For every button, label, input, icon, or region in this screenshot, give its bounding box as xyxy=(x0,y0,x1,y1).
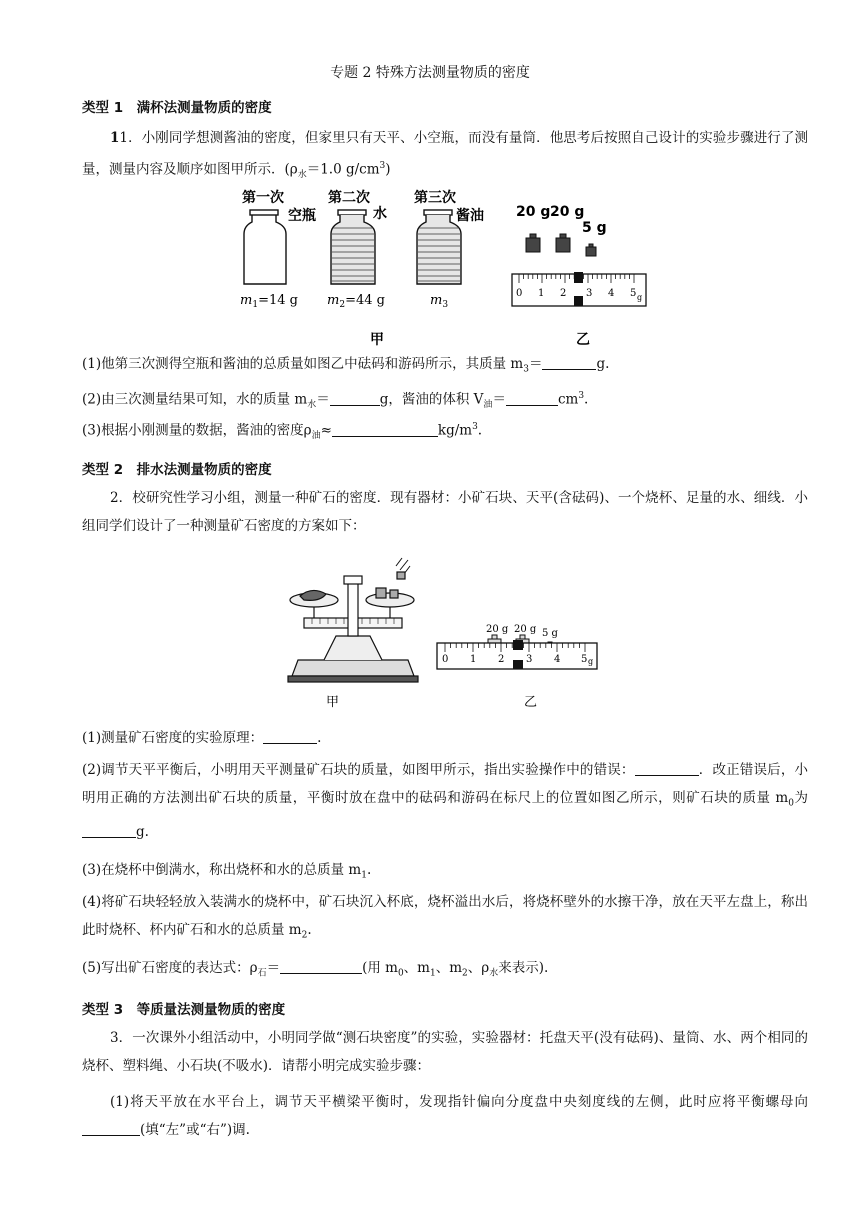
answer-blank[interactable] xyxy=(280,959,362,974)
weight-5g xyxy=(586,244,596,256)
q1-p3-b: ≈ xyxy=(320,422,332,439)
q2-s5-d: 来表示). xyxy=(498,960,549,976)
sub: 0 xyxy=(397,968,404,979)
section-heading-1: 类型 1 满杯法测量物质的密度 xyxy=(82,100,272,116)
q2-s4: (4)将矿石块轻轻放入装满水的烧杯中，矿石块沉入杯底，烧杯溢出水后，将烧杯壁外的水擦干净，放在天平左盘上，称出此时烧杯、杯内矿石和水的总质量 m xyxy=(82,894,808,938)
step-label-2: 第二次 xyxy=(328,190,370,206)
q2-s5-c: (用 m xyxy=(362,960,398,976)
sup-3: 3 xyxy=(379,161,386,171)
q1-p2-e: cm xyxy=(557,391,579,408)
q2-s1: (1)测量矿石密度的实验原理： xyxy=(82,730,264,746)
q1-p1-c: g. xyxy=(596,356,610,372)
caption-jia-2: 甲 xyxy=(326,695,340,710)
svg-text:4: 4 xyxy=(608,288,615,299)
weight-label-20a-2: 20 g xyxy=(486,624,509,635)
svg-text:4: 4 xyxy=(554,654,561,665)
svg-text:2: 2 xyxy=(560,288,567,299)
mass-label-2: $m_2=44$ g xyxy=(327,293,385,310)
mass-label-3: $m_3$ xyxy=(430,293,449,310)
step-label-1: 第一次 xyxy=(242,190,284,206)
balance-illustration xyxy=(288,558,418,682)
svg-text:g: g xyxy=(588,657,594,666)
q1-figure xyxy=(230,184,660,350)
sub: 2 xyxy=(301,930,308,941)
section-heading-2: 类型 2 排水法测量物质的密度 xyxy=(82,462,272,478)
sup: 3 xyxy=(472,422,478,432)
q1-p2-a: (2)由三次测量结果可知，水的质量 m xyxy=(82,391,308,408)
q3-s1-a: (1)将天平放在水平台上，调节天平横梁平衡时，发现指针偏向分度盘中央刻度线的左侧，此时应将平衡螺母向 xyxy=(110,1094,808,1110)
weight-label-20b-2: 20 g xyxy=(514,624,537,635)
page-title: 专题 2 特殊方法测量物质的密度 xyxy=(330,65,530,81)
empty-bottle xyxy=(244,210,286,284)
rider-scale xyxy=(512,272,646,306)
q2-step1 xyxy=(82,724,808,752)
q1-p3-a: (3)根据小刚测量的数据，酱油的密度ρ xyxy=(82,422,312,439)
sub: 油 xyxy=(483,400,493,411)
answer-blank[interactable] xyxy=(506,391,558,406)
q1-p1-a: (1)他第三次测得空瓶和酱油的总质量如图乙中砝码和游码所示，其质量 m xyxy=(82,356,524,372)
q2-s5-a: (5)写出矿石密度的表达式：ρ xyxy=(82,960,258,976)
q1-intro-text-b: ＝1.0 g/cm xyxy=(306,161,380,178)
q2-s2-d: g. xyxy=(136,823,149,840)
answer-blank[interactable] xyxy=(82,1121,140,1136)
caption-yi-2: 乙 xyxy=(524,695,538,710)
sub: 2 xyxy=(462,968,468,979)
q1-part3: (3)根据小刚测量的数据，酱油的密度$\rho_油\approx kg/m^3$. xyxy=(82,422,483,442)
q2-step3: (3)在烧杯中倒满水，称出烧杯和水的总质量 $m_1$. xyxy=(82,862,372,881)
svg-text:5: 5 xyxy=(630,288,637,299)
svg-text:g: g xyxy=(637,293,643,302)
q3-intro: 3．一次课外小组活动中，小明同学做“测石块密度”的实验，实验器材：托盘天平(没有砝码)、量筒、水、两个相同的烧杯、塑料绳、小石块(不吸水)．请帮小明完成实验步骤： xyxy=(82,1030,808,1074)
svg-text:1: 1 xyxy=(538,288,545,299)
q1-intro-text-c: ) xyxy=(385,161,391,178)
caption-yi-1: 乙 xyxy=(576,332,590,348)
svg-text:0: 0 xyxy=(516,288,523,299)
water-bottle xyxy=(331,210,375,284)
content-label-2: 水 xyxy=(373,206,387,222)
svg-text:5: 5 xyxy=(581,654,588,665)
q2-s2-c: 为 xyxy=(793,790,809,806)
svg-text:2: 2 xyxy=(498,654,505,665)
sub: 油 xyxy=(311,431,321,442)
q3-s1-b: (填“左”或“右”)调. xyxy=(140,1122,250,1138)
sub: 1 xyxy=(361,870,367,881)
weight-label-5-2: 5 g xyxy=(542,628,558,639)
svg-text:1: 1 xyxy=(470,654,477,665)
q1-intro-text: 1．小刚同学想测酱油的密度，但家里只有天平、小空瓶，而没有量筒．他思考后按照自己设计的实验步骤进行了测量，测量内容及顺序如图甲所示．(ρ xyxy=(82,130,808,178)
weight-label-20a: 20 g xyxy=(516,204,551,220)
answer-blank[interactable] xyxy=(332,422,438,437)
soy-sauce-bottle xyxy=(417,210,461,284)
svg-text:3: 3 xyxy=(586,288,593,299)
weight-20g-b xyxy=(556,234,570,252)
step-label-3: 第三次 xyxy=(414,190,456,206)
q1-intro: 11．小刚同学想测酱油的密度，但家里只有天平、小空瓶，而没有量筒．他思考后按照自己设计的实验步骤进行了测量，测量内容及顺序如图甲所示．($\rho_水=1.0$ $g/cm^3$) xyxy=(82,130,808,181)
q2-s3: (3)在烧杯中倒满水，称出烧杯和水的总质量 m xyxy=(82,862,362,878)
weight-label-5: 5 g xyxy=(582,220,607,236)
sub: 3 xyxy=(523,364,529,375)
answer-blank[interactable] xyxy=(263,729,317,744)
mass-label-1: $m_1=14$ g xyxy=(240,293,298,310)
q1-p2-b: ＝ xyxy=(316,391,330,408)
sub: 水 xyxy=(489,968,499,979)
q2-intro: 2．校研究性学习小组，测量一种矿石的密度．现有器材：小矿石块、天平(含砝码)、一个烧杯、足量的水、细线．小组同学们设计了一种测量矿石密度的方案如下： xyxy=(82,490,808,534)
sup: 3 xyxy=(578,391,585,401)
q3-step1 xyxy=(82,1088,808,1144)
caption-jia-1: 甲 xyxy=(370,332,384,348)
content-label-1: 空瓶 xyxy=(288,208,316,224)
sub: 水 xyxy=(307,400,317,411)
rho-sub: 水 xyxy=(297,170,307,181)
q2-figure xyxy=(284,556,614,712)
q2-s2-a: (2)调节天平平衡后，小明用天平测量矿石块的质量，如图甲所示，指出实验操作中的错误： xyxy=(82,762,635,778)
answer-blank[interactable] xyxy=(635,761,699,776)
q1-p1-b: ＝ xyxy=(528,356,543,372)
q1-part2: (2)由三次测量结果可知，水的质量 $m_水= g$，酱油的体积 $V_油= cm^3$. xyxy=(82,391,589,411)
rider-scale-2 xyxy=(437,640,597,669)
q2-step2 xyxy=(82,756,808,846)
svg-text:0: 0 xyxy=(442,654,449,665)
q2-s2-b: ．改正错误后，小明用正确的方法测出矿石块的质量，平衡时放在盘中的砝码和游码在标尺上的位置如图乙所示，则矿石块的质量 m xyxy=(82,762,809,806)
q2-step4: (4)将矿石块轻轻放入装满水的烧杯中，矿石块沉入杯底，烧杯溢出水后，将烧杯壁外的水擦干净，放在天平左盘上，称出此时烧杯、杯内矿石和水的总质量 $m_2$. xyxy=(82,894,808,941)
q2-s5-b: ＝ xyxy=(266,960,281,976)
q1-p2-d: ＝ xyxy=(492,391,506,408)
weight-20g-a xyxy=(526,234,540,252)
section-heading-3: 类型 3 等质量法测量物质的密度 xyxy=(82,1002,286,1018)
svg-text:3: 3 xyxy=(526,654,533,665)
answer-blank[interactable] xyxy=(542,355,596,370)
content-label-3: 酱油 xyxy=(456,208,484,224)
sub: 0 xyxy=(788,798,794,809)
weight-label-20b: 20 g xyxy=(550,204,585,220)
answer-blank[interactable] xyxy=(82,823,136,838)
q2-step5: (5)写出矿石密度的表达式：$\rho_石=$ (用 $m_0$、$m_1$、$m_2$、$\rho_水$来表示). xyxy=(82,960,549,979)
sub: 石 xyxy=(257,968,267,979)
answer-blank[interactable] xyxy=(330,391,380,406)
q1-p3-c: kg/m xyxy=(437,422,473,439)
sub: 1 xyxy=(429,968,436,979)
q1-part1 xyxy=(82,350,808,384)
q2-s1-end: . xyxy=(317,730,322,746)
q1-p2-c: g，酱油的体积 V xyxy=(379,391,484,408)
